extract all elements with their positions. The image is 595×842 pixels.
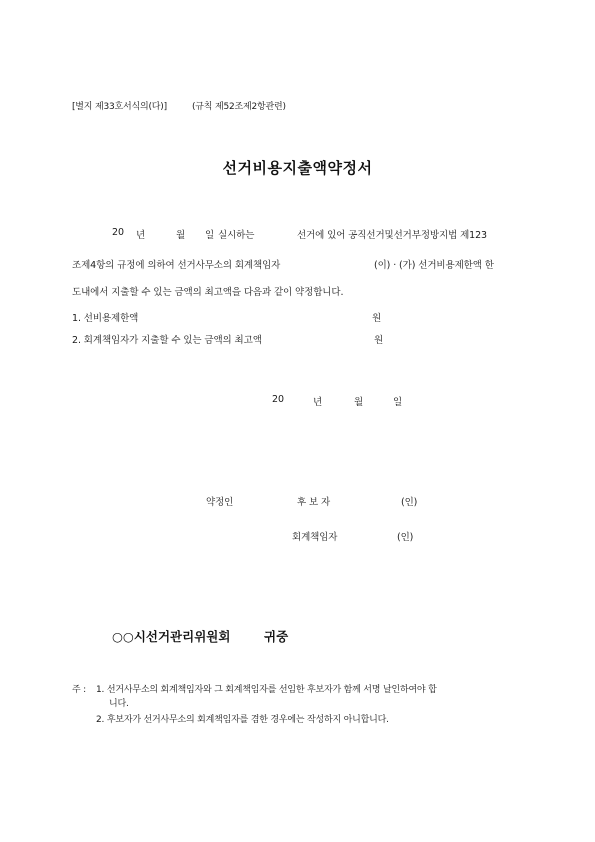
item-2-label: 2. 회계책임자가 지출할 수 있는 금액의 최고액 (72, 335, 262, 346)
rule-reference: (규칙 제52조제2항관련) (192, 102, 286, 112)
intro-month-unit: 월 (176, 230, 186, 241)
note-1-line1: 1. 선거사무소의 회계책임자와 그 회계책임자를 선임한 후보자가 함께 서명 날인하여야 합 (96, 685, 437, 695)
intro-line1-rest: 선거에 있어 공직선거및선거부정방지법 제123 (297, 230, 487, 241)
intro-line3: 도내에서 지출할 수 있는 금액의 최고액을 다음과 같이 약정합니다. (72, 287, 344, 298)
agreement-label: 약정인 (206, 497, 234, 508)
committee-suffix: 귀중 (264, 629, 289, 644)
committee-name: ○○시선거관리위원회 (112, 629, 231, 644)
intro-line2-a: 조제4항의 규정에 의하여 선거사무소의 회계책임자 (72, 260, 281, 271)
intro-line2-b: (이) · (가) 선거비용제한액 한 (374, 260, 494, 271)
candidate-label: 후 보 자 (297, 497, 331, 508)
accountant-label: 회계책임자 (292, 532, 338, 543)
intro-year-prefix: 20 (112, 227, 124, 238)
date-day-unit: 일 (393, 397, 403, 408)
notes-prefix: 주 : (72, 685, 86, 695)
candidate-seal: (인) (401, 497, 418, 508)
date-month-unit: 월 (354, 397, 364, 408)
item-2-unit: 원 (374, 335, 384, 346)
note-2: 2. 후보자가 선거사무소의 회계책임자를 겸한 경우에는 작성하지 아니합니다. (96, 715, 389, 725)
item-1-unit: 원 (372, 313, 382, 324)
note-1-line2: 니다. (109, 699, 129, 709)
item-1-label: 1. 선비용제한액 (72, 313, 139, 324)
date-year-unit: 년 (313, 397, 323, 408)
intro-year-unit: 년 (136, 230, 146, 241)
intro-held-label: 실시하는 (218, 230, 255, 241)
accountant-seal: (인) (397, 532, 414, 543)
intro-day-unit: 일 (205, 230, 215, 241)
document-title: 선거비용지출액약정서 (222, 159, 373, 177)
date-year-prefix: 20 (272, 394, 284, 405)
form-reference: [별지 제33호서식의(다)] (72, 102, 167, 112)
